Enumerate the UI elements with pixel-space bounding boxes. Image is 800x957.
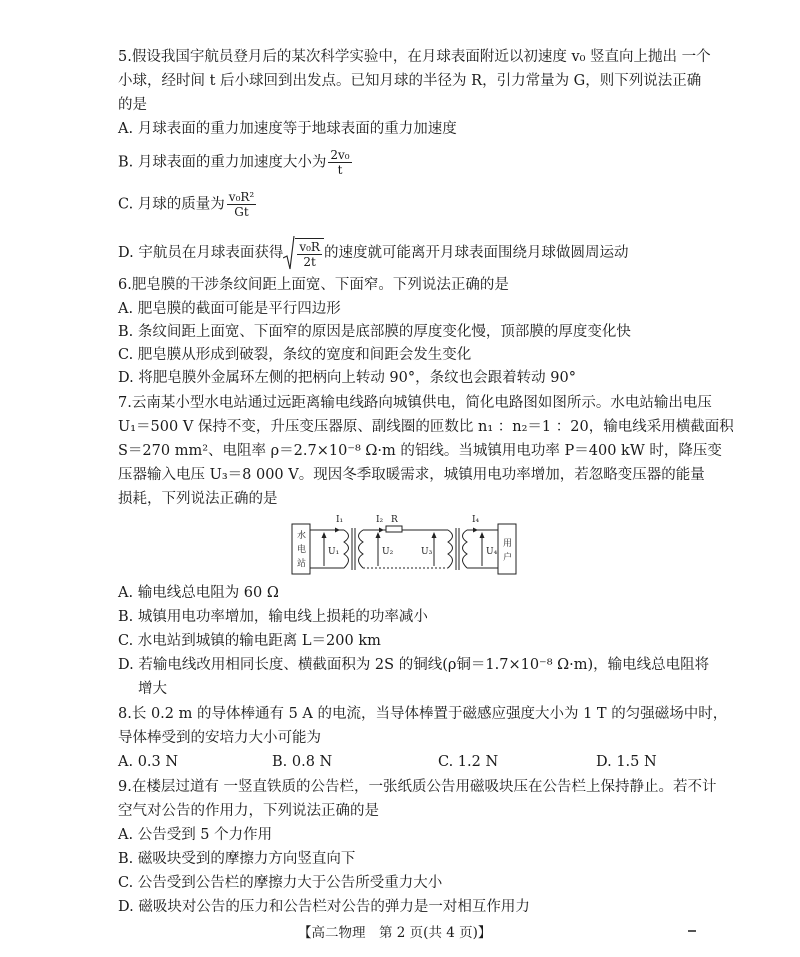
q5-option-c: [118, 190, 258, 219]
q5-option-c-fraction: [227, 190, 256, 219]
voltage-u1-label: U₁: [328, 547, 340, 557]
q9-option-a: A. 公告受到 5 个力作用: [118, 827, 273, 843]
page-corner-mark: [688, 930, 696, 932]
q6-option-c: C. 肥皂膜从形成到破裂，条纹的宽度和间距会发生变化: [118, 347, 472, 363]
q7-option-b: B. 城镇用电功率增加，输电线上损耗的功率减小: [118, 609, 428, 625]
q5-option-b-fraction: [328, 148, 351, 177]
fraction-numerator: v₀R²: [228, 190, 255, 204]
fraction-denominator: t: [337, 163, 343, 177]
fraction-denominator: Gt: [234, 205, 249, 219]
q7-option-d-line2: 增大: [138, 681, 167, 697]
fraction-denominator: 2t: [303, 254, 316, 269]
q7-option-a: A. 输电线总电阻为 60 Ω: [118, 585, 279, 601]
q8-option-d: D. 1.5 N: [596, 754, 657, 770]
q7-stem-line5: 损耗，下列说法正确的是: [118, 491, 278, 507]
current-i2-label: I₂: [376, 515, 384, 525]
user-label-2: 户: [503, 553, 513, 563]
q9-option-b: B. 磁吸块受到的摩擦力方向竖直向下: [118, 851, 356, 867]
q5-option-a: A. 月球表面的重力加速度等于地球表面的重力加速度: [118, 121, 457, 137]
q7-option-d-line1: D. 若输电线改用相同长度、横截面积为 2S 的铜线(ρ铜＝1.7×10⁻⁸ Ω·m)，输电线总电阻将: [118, 657, 710, 673]
q8-option-b: B. 0.8 N: [272, 754, 333, 770]
resistor-r-label: R: [391, 515, 398, 525]
q5-option-d-text: D. 宇航员在月球表面获得: [118, 245, 284, 261]
q7-stem-line2: U₁＝500 V 保持不变，升压变压器原、副线圈的匝数比 n₁ ：n₂＝1 ：20，输电线采用横截面积: [118, 419, 734, 435]
step-up-secondary-coil: [359, 530, 364, 568]
page-footer: 【高二物理 第 2 页(共 4 页)】: [298, 925, 492, 941]
line-resistor: [386, 526, 402, 532]
transmission-circuit-diagram: [288, 508, 524, 580]
fraction-numerator: v₀R: [299, 239, 320, 254]
voltage-u3-label: U₃: [421, 547, 433, 557]
q5-option-c-text: C. 月球的质量为: [118, 196, 225, 213]
q5-stem-line3: 的是: [118, 97, 147, 113]
step-down-secondary-coil: [463, 530, 468, 568]
radical-sign-icon: [283, 236, 295, 270]
q7-option-c: C. 水电站到城镇的输电距离 L＝200 km: [118, 633, 381, 649]
q5-stem-line2: 小球，经时间 t 后小球回到出发点。已知月球的半径为 R，引力常量为 G，则下列说法正确: [118, 73, 702, 89]
station-label-1: 水: [297, 531, 307, 541]
q8-stem-line2: 导体棒受到的安培力大小可能为: [118, 730, 321, 746]
q9-stem-line2: 空气对公告的作用力，下列说法正确的是: [118, 803, 379, 819]
user-box: [498, 524, 516, 574]
q8-option-a: A. 0.3 N: [118, 754, 179, 770]
q8-stem-line1: 8.长 0.2 m 的导体棒通有 5 A 的电流，当导体棒置于磁感应强度大小为 1 T 的匀强磁场中时，: [118, 706, 728, 722]
q6-option-b: B. 条纹间距上面宽、下面窄的原因是底部膜的厚度变化慢，顶部膜的厚度变化快: [118, 324, 631, 340]
q7-stem-line4: 压器输入电压 U₃＝8 000 V。现因冬季取暖需求，城镇用电功率增加，若忽略变压器的能量: [118, 467, 705, 483]
q5-option-d: [118, 236, 628, 270]
square-root: [283, 236, 324, 270]
q5-option-b-text: B. 月球表面的重力加速度大小为: [118, 154, 327, 171]
user-label-1: 用: [503, 539, 513, 549]
current-i1-label: I₁: [336, 515, 344, 525]
q5-option-d-fraction: [297, 240, 322, 269]
q5-option-d-text-end: 的速度就可能离开月球表面围绕月球做圆周运动: [323, 245, 629, 261]
q5-option-b: [118, 148, 354, 177]
station-label-2: 电: [297, 545, 307, 555]
q9-option-d: D. 磁吸块对公告的压力和公告栏对公告的弹力是一对相互作用力: [118, 899, 530, 915]
q7-stem-line3: S＝270 mm²、电阻率 ρ＝2.7×10⁻⁸ Ω·m 的铝线。当城镇用电功率 P＝400 kW 时，降压变: [118, 443, 722, 459]
q6-option-a: A. 肥皂膜的截面可能是平行四边形: [118, 301, 341, 317]
q8-option-c: C. 1.2 N: [438, 754, 499, 770]
q6-option-d: D. 将肥皂膜外金属环左侧的把柄向上转动 90°，条纹也会跟着转动 90°: [118, 370, 576, 386]
q9-option-c: C. 公告受到公告栏的摩擦力大于公告所受重力大小: [118, 875, 443, 891]
q5-stem-line1: 5.假设我国宇航员登月后的某次科学实验中，在月球表面附近以初速度 v₀ 竖直向上抛出 一个: [118, 49, 711, 65]
voltage-u2-label: U₂: [382, 547, 394, 557]
voltage-u4-label: U₄: [486, 547, 498, 557]
q9-stem-line1: 9.在楼层过道有 一竖直铁质的公告栏，一张纸质公告用磁吸块压在公告栏上保持静止。若不计: [118, 779, 717, 795]
step-up-primary-coil: [344, 530, 349, 568]
q7-stem-line1: 7.云南某小型水电站通过远距离输电线路向城镇供电，简化电路图如图所示。水电站输出电压: [118, 395, 712, 411]
station-label-3: 站: [297, 559, 307, 569]
step-down-primary-coil: [448, 530, 453, 568]
current-i4-label: I₄: [472, 515, 480, 525]
q6-stem: 6.肥皂膜的干涉条纹间距上面宽、下面窄。下列说法正确的是: [118, 277, 509, 293]
fraction-numerator: 2v₀: [330, 148, 350, 162]
